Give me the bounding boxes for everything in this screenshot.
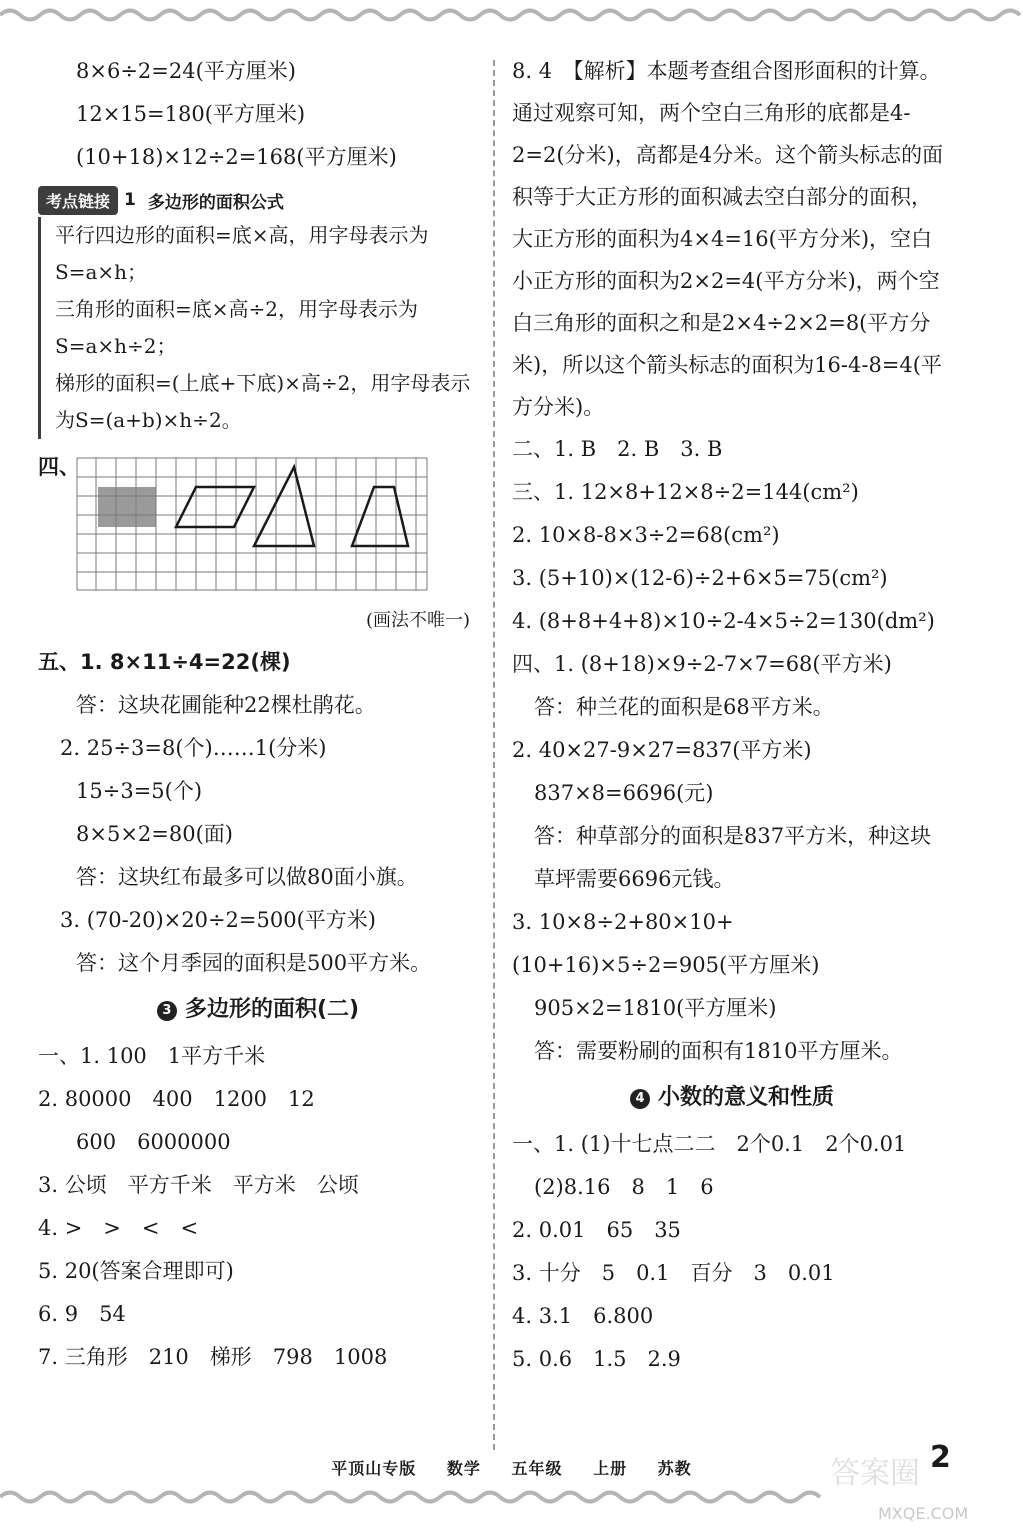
answer-line: 5. 20(答案合理即可): [38, 1259, 234, 1283]
answer-line: 2. 80000 400 1200 12: [38, 1087, 315, 1111]
left-column: [38, 50, 478, 1379]
section-label: 四、: [38, 455, 80, 479]
answer-line: 12×15=180(平方厘米): [76, 102, 306, 126]
answer-line: 4. (8+8+4+8)×10÷2-4×5÷2=130(dm²): [512, 609, 935, 633]
answer-line: 2. 40×27-9×27=837(平方米): [512, 738, 812, 762]
answer-line: 8×5×2=80(面): [76, 822, 233, 846]
knowledge-link-box: [38, 185, 478, 439]
section-number-badge: 4: [630, 1089, 650, 1109]
answer-line: 6. 9 54: [38, 1302, 126, 1326]
knowledge-link-number: 1: [124, 190, 136, 210]
bottom-wavy-border: [0, 1486, 1023, 1508]
answer-line: 5. 0.6 1.5 2.9: [512, 1347, 681, 1371]
footer-grade: 五年级: [511, 1459, 563, 1478]
answer-line: (10+18)×12÷2=168(平方厘米): [76, 145, 397, 169]
column-divider: [493, 60, 495, 1450]
footer-volume: 上册: [593, 1459, 628, 1478]
answer-line: 837×8=6696(元): [534, 781, 714, 805]
answer-sentence: 答：种兰花的面积是68平方米。: [534, 695, 834, 719]
answer-line: 3. (70-20)×20÷2=500(平方米): [60, 908, 376, 932]
section-number-badge: 3: [157, 1001, 177, 1021]
formula-triangle: 三角形的面积=底×高÷2，用字母表示为S=a×h÷2；: [55, 297, 418, 358]
shaded-rectangle: [98, 487, 156, 527]
section-title-text: 多边形的面积(二): [184, 997, 360, 1022]
answer-sentence: 答：这块花圃能种22棵杜鹃花。: [76, 693, 376, 717]
formula-trapezoid: 梯形的面积=(上底+下底)×高÷2，用字母表示为S=(a+b)×h÷2。: [55, 371, 471, 432]
drawing-grid-section: [38, 451, 478, 601]
answer-line: 600 6000000: [76, 1130, 231, 1154]
answer-line: 四、1. (8+18)×9÷2-7×7=68(平方米): [512, 652, 892, 676]
answer-line: 一、1. (1)十七点二二 2个0.1 2个0.01: [512, 1132, 907, 1156]
answer-line: 3. 10×8÷2+80×10+(10+16)×5÷2=905(平方厘米): [512, 910, 820, 977]
answer-line: 一、1. 100 1平方千米: [38, 1044, 266, 1068]
answer-line: 2. 25÷3=8(个)……1(分米): [60, 736, 327, 760]
analysis-paragraph: 8. 4 【解析】本题考查组合图形面积的计算。通过观察可知，两个空白三角形的底都是4-2=2(分米)，高都是4分米。这个箭头标志的面积等于大正方形的面积减去空白部分的面积，大正方形的面积为4×4=16(平方分米)，空白小正方形的面积为2×2=4(平方分米)，两个空白三角形的面积之和是2×4÷2×2=8(平方分米)，所以这个箭头标志的面积为16-4-8=4(平方分米)。: [512, 59, 944, 419]
answer-line: 8×6÷2=24(平方厘米): [76, 59, 296, 83]
answer-line: 905×2=1810(平方厘米): [534, 996, 777, 1020]
answer-line: 3. 十分 5 0.1 百分 3 0.01: [512, 1261, 835, 1285]
answer-line: 4. > > < <: [38, 1216, 199, 1240]
right-column: [512, 50, 952, 1381]
knowledge-link-title: 多边形的面积公式: [147, 192, 284, 213]
answer-line: 2. 10×8-8×3÷2=68(cm²): [512, 523, 780, 547]
section-3-title: [38, 985, 478, 1035]
square-grid-figure: [76, 457, 428, 591]
answer-line: 7. 三角形 210 梯形 798 1008: [38, 1345, 388, 1369]
answer-line: 3. (5+10)×(12-6)÷2+6×5=75(cm²): [512, 566, 888, 590]
answer-line: 三、1. 12×8+12×8÷2=144(cm²): [512, 480, 859, 504]
answer-line: (2)8.16 8 1 6: [534, 1175, 714, 1199]
section-4-title: [512, 1073, 952, 1123]
answer-line: 4. 3.1 6.800: [512, 1304, 654, 1328]
answer-sentence: 答：种草部分的面积是837平方米，种这块草坪需要6696元钱。: [534, 824, 932, 891]
answer-sentence: 答：这块红布最多可以做80面小旗。: [76, 865, 418, 889]
answer-line: 2. 0.01 65 35: [512, 1218, 681, 1242]
answer-line: 五、1. 8×11÷4=22(棵): [38, 650, 291, 674]
formula-parallelogram: 平行四边形的面积=底×高，用字母表示为S=a×h；: [55, 223, 429, 284]
watermark-logo: 答案圈: [830, 1456, 920, 1491]
answer-line: 二、1. B 2. B 3. B: [512, 437, 723, 461]
drawing-note: (画法不唯一): [365, 610, 470, 631]
footer-edition: 平顶山专版: [331, 1459, 417, 1478]
footer-publisher: 苏教: [657, 1459, 692, 1478]
parallelogram-shape: [176, 487, 254, 527]
top-wavy-border: [0, 4, 1023, 26]
answer-sentence: 答：这个月季园的面积是500平方米。: [76, 951, 432, 975]
answer-sentence: 答：需要粉刷的面积有1810平方厘米。: [534, 1039, 903, 1063]
answer-line: 3. 公顷 平方千米 平方米 公顷: [38, 1173, 359, 1197]
answer-line: 15÷3=5(个): [76, 779, 203, 803]
page-number: 2: [930, 1440, 951, 1475]
knowledge-link-badge: 考点链接: [38, 186, 118, 215]
section-title-text: 小数的意义和性质: [657, 1085, 834, 1110]
watermark-url: MXQE.COM: [878, 1504, 969, 1523]
footer-subject: 数学: [446, 1459, 481, 1478]
